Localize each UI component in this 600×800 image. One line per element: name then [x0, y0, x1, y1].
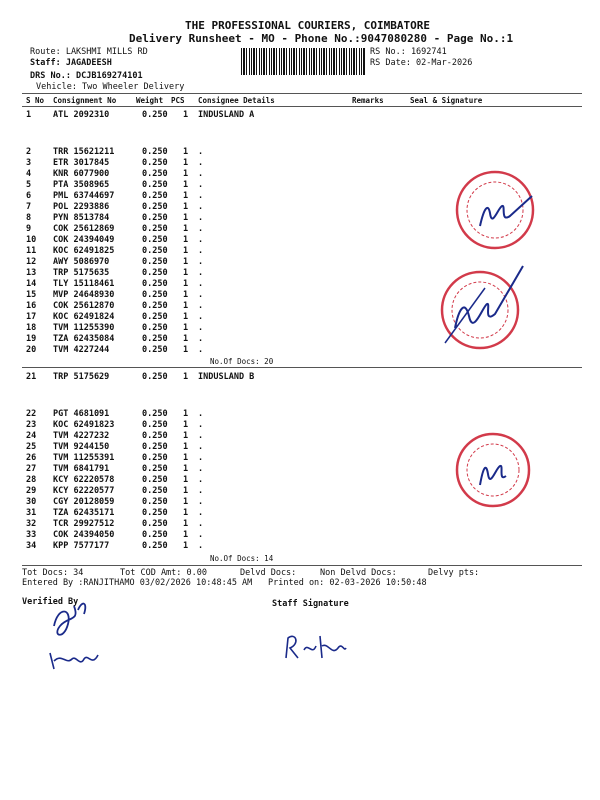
- delivery-points: Delvy pts:: [428, 568, 480, 578]
- entered-by: Entered By :RANJITHAMO 03/02/2026 10:48:45 AM: [22, 578, 253, 588]
- seal-stamp-3: [438, 430, 548, 515]
- weight: 0.250: [142, 409, 168, 419]
- consignee-detail: .: [198, 508, 204, 518]
- pieces: 1: [183, 464, 189, 474]
- consignment-number: COK 25612870: [53, 301, 115, 311]
- pieces: 1: [183, 110, 189, 120]
- weight: 0.250: [142, 169, 168, 179]
- pieces: 1: [183, 372, 189, 382]
- consignment-number: TRP 5175635: [53, 268, 110, 278]
- serial-number: 3: [26, 158, 32, 168]
- serial-number: 15: [26, 290, 37, 300]
- consignee-detail: .: [198, 301, 204, 311]
- consignee-detail: .: [198, 290, 204, 300]
- consignment-number: COK 24394049: [53, 235, 115, 245]
- consignment-number: COK 24394050: [53, 530, 115, 540]
- serial-number: 8: [26, 213, 32, 223]
- weight: 0.250: [142, 530, 168, 540]
- consignee-detail: .: [198, 312, 204, 322]
- consignment-number: TVM 11255391: [53, 453, 115, 463]
- weight: 0.250: [142, 257, 168, 267]
- serial-number: 17: [26, 312, 37, 322]
- consignment-number: TVM 11255390: [53, 323, 115, 333]
- rs-date: RS Date: 02-Mar-2026: [370, 58, 473, 68]
- weight: 0.250: [142, 301, 168, 311]
- weight: 0.250: [142, 431, 168, 441]
- weight: 0.250: [142, 323, 168, 333]
- consignment-number: ATL 2092310: [53, 110, 110, 120]
- weight: 0.250: [142, 191, 168, 201]
- serial-number: 10: [26, 235, 37, 245]
- serial-number: 31: [26, 508, 37, 518]
- pieces: 1: [183, 334, 189, 344]
- weight: 0.250: [142, 235, 168, 245]
- pieces: 1: [183, 290, 189, 300]
- consignee-detail: .: [198, 169, 204, 179]
- serial-number: 28: [26, 475, 37, 485]
- weight: 0.250: [142, 486, 168, 496]
- serial-number: 2: [26, 147, 32, 157]
- weight: 0.250: [142, 442, 168, 452]
- serial-number: 18: [26, 323, 37, 333]
- col-consignee: Consignee Details: [198, 96, 275, 105]
- weight: 0.250: [142, 110, 168, 120]
- pieces: 1: [183, 169, 189, 179]
- serial-number: 16: [26, 301, 37, 311]
- delivered-docs: Delvd Docs:: [240, 568, 297, 578]
- consignee-detail: .: [198, 530, 204, 540]
- consignment-number: TVM 4227244: [53, 345, 110, 355]
- consignee-detail: .: [198, 431, 204, 441]
- consignee-detail: .: [198, 224, 204, 234]
- consignee-detail: .: [198, 180, 204, 190]
- verifier-signature: [44, 596, 114, 646]
- vehicle-label: Vehicle: Two Wheeler Delivery: [36, 82, 185, 92]
- weight: 0.250: [142, 334, 168, 344]
- serial-number: 19: [26, 334, 37, 344]
- serial-number: 5: [26, 180, 32, 190]
- table-row: [0, 541, 600, 552]
- col-consignment: Consignment No: [53, 96, 117, 105]
- consignee-detail: .: [198, 213, 204, 223]
- weight: 0.250: [142, 541, 168, 551]
- serial-number: 29: [26, 486, 37, 496]
- col-seal: Seal & Signature: [410, 96, 483, 105]
- consignment-number: PGT 4681091: [53, 409, 110, 419]
- col-weight: Weight: [136, 96, 164, 105]
- consignment-number: POL 2293886: [53, 202, 110, 212]
- serial-number: 14: [26, 279, 37, 289]
- pieces: 1: [183, 345, 189, 355]
- pieces: 1: [183, 268, 189, 278]
- pieces: 1: [183, 202, 189, 212]
- table-row: [0, 409, 600, 420]
- doc-count: No.Of Docs: 14: [210, 554, 274, 563]
- consignee-detail: .: [198, 345, 204, 355]
- consignee-detail: .: [198, 147, 204, 157]
- pieces: 1: [183, 301, 189, 311]
- serial-number: 32: [26, 519, 37, 529]
- consignment-number: KCY 62220578: [53, 475, 115, 485]
- serial-number: 12: [26, 257, 37, 267]
- serial-number: 7: [26, 202, 32, 212]
- serial-number: 25: [26, 442, 37, 452]
- consignee-detail: .: [198, 409, 204, 419]
- col-remarks: Remarks: [352, 96, 384, 105]
- weight: 0.250: [142, 202, 168, 212]
- consignee-detail: .: [198, 191, 204, 201]
- consignment-number: KCY 62220577: [53, 486, 115, 496]
- consignee-detail: .: [198, 334, 204, 344]
- pieces: 1: [183, 257, 189, 267]
- consignee-name: INDUSLAND B: [198, 372, 255, 382]
- pieces: 1: [183, 453, 189, 463]
- weight: 0.250: [142, 475, 168, 485]
- consignee-detail: .: [198, 246, 204, 256]
- weight: 0.250: [142, 372, 168, 382]
- consignment-number: TRR 15621211: [53, 147, 115, 157]
- pieces: 1: [183, 158, 189, 168]
- seal-stamp-1: [440, 168, 550, 258]
- weight: 0.250: [142, 213, 168, 223]
- pieces: 1: [183, 213, 189, 223]
- weight: 0.250: [142, 158, 168, 168]
- serial-number: 24: [26, 431, 37, 441]
- rs-number: RS No.: 1692741: [370, 47, 447, 57]
- table-row: [0, 530, 600, 541]
- table-row: [0, 147, 600, 158]
- staff-signature: [280, 628, 350, 668]
- consignee-detail: .: [198, 475, 204, 485]
- consignee-detail: .: [198, 235, 204, 245]
- consignment-number: TLY 15118461: [53, 279, 115, 289]
- consignment-number: TZA 62435171: [53, 508, 115, 518]
- consignment-number: TVM 6841791: [53, 464, 110, 474]
- serial-number: 22: [26, 409, 37, 419]
- consignment-number: TZA 62435084: [53, 334, 115, 344]
- consignment-number: KOC 62491824: [53, 312, 115, 322]
- serial-number: 34: [26, 541, 37, 551]
- pieces: 1: [183, 409, 189, 419]
- consignment-number: PYN 8513784: [53, 213, 110, 223]
- consignment-number: CGY 20128059: [53, 497, 115, 507]
- consignee-detail: .: [198, 158, 204, 168]
- consignment-number: TVM 4227232: [53, 431, 110, 441]
- consignee-detail: .: [198, 464, 204, 474]
- pieces: 1: [183, 180, 189, 190]
- pieces: 1: [183, 497, 189, 507]
- serial-number: 1: [26, 110, 32, 120]
- weight: 0.250: [142, 180, 168, 190]
- pieces: 1: [183, 235, 189, 245]
- pieces: 1: [183, 442, 189, 452]
- header-divider-bottom: [22, 106, 582, 107]
- consignment-number: KOC 62491825: [53, 246, 115, 256]
- serial-number: 33: [26, 530, 37, 540]
- consignment-number: COK 25612869: [53, 224, 115, 234]
- consignee-detail: .: [198, 541, 204, 551]
- weight: 0.250: [142, 290, 168, 300]
- weight: 0.250: [142, 279, 168, 289]
- serial-number: 26: [26, 453, 37, 463]
- pieces: 1: [183, 431, 189, 441]
- consignee-detail: .: [198, 486, 204, 496]
- header-divider-top: [22, 93, 582, 94]
- seal-stamp-2: [425, 258, 535, 358]
- consignee-detail: .: [198, 202, 204, 212]
- consignee-detail: .: [198, 268, 204, 278]
- consignee-name: INDUSLAND A: [198, 110, 255, 120]
- verifier-initials: [44, 645, 104, 675]
- pieces: 1: [183, 147, 189, 157]
- table-row: [0, 519, 600, 530]
- consignment-number: KPP 7577177: [53, 541, 110, 551]
- consignment-number: PML 63744697: [53, 191, 115, 201]
- route-label: Route: LAKSHMI MILLS RD: [30, 47, 148, 57]
- consignee-detail: .: [198, 453, 204, 463]
- pieces: 1: [183, 323, 189, 333]
- total-cod: Tot COD Amt: 0.00: [120, 568, 207, 578]
- col-pcs: PCS: [171, 96, 185, 105]
- weight: 0.250: [142, 147, 168, 157]
- drs-number: DRS No.: DCJB169274101: [30, 71, 143, 81]
- serial-number: 21: [26, 372, 37, 382]
- consignee-group-header: [0, 372, 600, 383]
- weight: 0.250: [142, 268, 168, 278]
- pieces: 1: [183, 475, 189, 485]
- weight: 0.250: [142, 497, 168, 507]
- doc-count: No.Of Docs: 20: [210, 357, 274, 366]
- company-title: THE PROFESSIONAL COURIERS, COIMBATORE: [185, 19, 431, 32]
- total-docs: Tot Docs: 34: [22, 568, 84, 578]
- consignment-number: ETR 3017845: [53, 158, 110, 168]
- pieces: 1: [183, 420, 189, 430]
- consignment-number: KOC 62491823: [53, 420, 115, 430]
- consignee-detail: .: [198, 257, 204, 267]
- pieces: 1: [183, 246, 189, 256]
- consignment-number: PTA 3508965: [53, 180, 110, 190]
- pieces: 1: [183, 519, 189, 529]
- footer-divider: [22, 565, 582, 566]
- weight: 0.250: [142, 312, 168, 322]
- weight: 0.250: [142, 345, 168, 355]
- pieces: 1: [183, 191, 189, 201]
- consignee-detail: .: [198, 442, 204, 452]
- consignee-detail: .: [198, 279, 204, 289]
- printed-on: Printed on: 02-03-2026 10:50:48: [268, 578, 427, 588]
- serial-number: 11: [26, 246, 37, 256]
- weight: 0.250: [142, 246, 168, 256]
- consignee-detail: .: [198, 420, 204, 430]
- pieces: 1: [183, 279, 189, 289]
- serial-number: 30: [26, 497, 37, 507]
- pieces: 1: [183, 530, 189, 540]
- staff-signature-label: Staff Signature: [272, 599, 349, 609]
- consignment-number: MVP 24648930: [53, 290, 115, 300]
- weight: 0.250: [142, 224, 168, 234]
- verified-by-label: Verified By: [22, 597, 79, 607]
- weight: 0.250: [142, 464, 168, 474]
- serial-number: 27: [26, 464, 37, 474]
- col-sno: S No: [26, 96, 45, 105]
- weight: 0.250: [142, 453, 168, 463]
- pieces: 1: [183, 224, 189, 234]
- non-delivered-docs: Non Delvd Docs:: [320, 568, 397, 578]
- runsheet-subtitle: Delivery Runsheet - MO - Phone No.:9047080280 - Page No.:1: [129, 32, 514, 45]
- weight: 0.250: [142, 508, 168, 518]
- consignee-detail: .: [198, 323, 204, 333]
- consignment-number: TRP 5175629: [53, 372, 110, 382]
- barcode: [241, 48, 365, 75]
- serial-number: 20: [26, 345, 37, 355]
- pieces: 1: [183, 541, 189, 551]
- serial-number: 13: [26, 268, 37, 278]
- group-divider: [22, 367, 582, 368]
- serial-number: 9: [26, 224, 32, 234]
- staff-label: Staff: JAGADEESH: [30, 58, 112, 68]
- weight: 0.250: [142, 519, 168, 529]
- consignee-group-header: [0, 110, 600, 121]
- consignment-number: KNR 6077900: [53, 169, 110, 179]
- consignee-detail: .: [198, 519, 204, 529]
- consignee-detail: .: [198, 497, 204, 507]
- consignment-number: TCR 29927512: [53, 519, 115, 529]
- consignment-number: AWY 5086970: [53, 257, 110, 267]
- pieces: 1: [183, 508, 189, 518]
- serial-number: 6: [26, 191, 32, 201]
- group-doc-count: [0, 554, 600, 565]
- weight: 0.250: [142, 420, 168, 430]
- serial-number: 23: [26, 420, 37, 430]
- pieces: 1: [183, 312, 189, 322]
- serial-number: 4: [26, 169, 32, 179]
- pieces: 1: [183, 486, 189, 496]
- consignment-number: TVM 9244150: [53, 442, 110, 452]
